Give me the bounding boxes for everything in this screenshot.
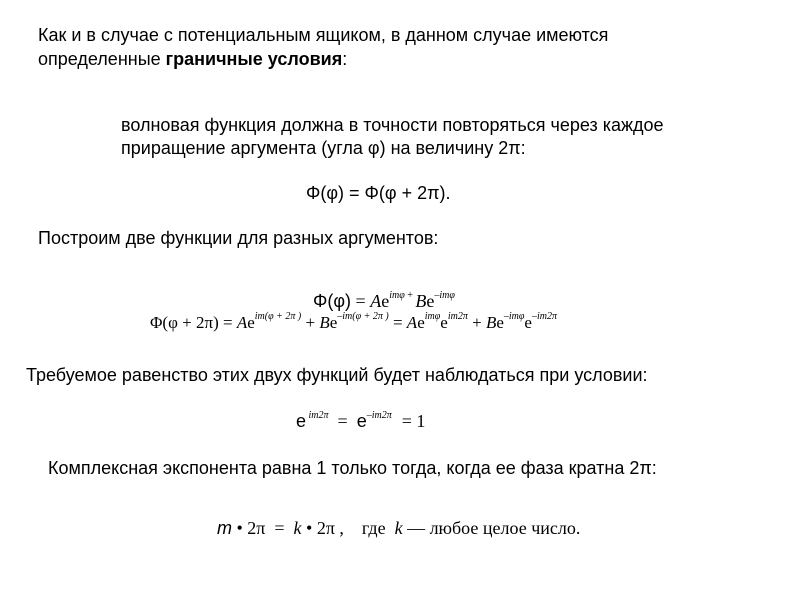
eq1-plus: + xyxy=(404,290,416,301)
eq3-equals-1: = xyxy=(328,411,357,431)
requirement-text: Требуемое равенство этих двух функций будет наблюдаться при условии: xyxy=(26,365,648,385)
complex-exponent-text: Комплексная экспонента равна 1 только тогда, когда ее фаза кратна 2π: xyxy=(48,458,657,478)
intro-line-2 xyxy=(38,48,347,70)
eq4-mid: • 2π = xyxy=(232,518,294,538)
eq2-exponent-1: im(φ + 2π ) xyxy=(254,311,302,322)
eq1-exp-base-2: e xyxy=(426,291,435,311)
eq1-coef-b: B xyxy=(415,291,427,311)
condition-line-2: приращение аргумента (угла φ) на величину 2π: xyxy=(121,138,526,158)
eq4-m: m xyxy=(217,518,232,538)
eq1-coef-a: A xyxy=(370,291,382,311)
eq2-exponent-4: im2π xyxy=(447,311,468,322)
intro-line-2-suffix: : xyxy=(342,49,348,69)
intro-line-1: Как и в случае с потенциальным ящиком, в данном случае имеются xyxy=(38,25,609,45)
equation-exponent-unity xyxy=(296,410,425,432)
eq2-exp-base-6: e xyxy=(524,313,532,332)
eq4-rest: • 2π , где xyxy=(301,518,395,538)
equation-phase-condition xyxy=(217,517,580,539)
boundary-conditions-term: граничные условия xyxy=(165,49,343,69)
eq2-plus-1: + xyxy=(301,313,320,332)
eq1-equals: = xyxy=(351,291,371,311)
periodicity-formula: Φ(φ) = Φ(φ + 2π). xyxy=(306,183,451,203)
condition-line-1: волновая функция должна в точности повторяться через каждое xyxy=(121,115,664,135)
eq3-exp-base-2: e xyxy=(356,411,367,431)
eq2-exp-base-3: e xyxy=(417,313,425,332)
eq2-exponent-6: –im2π xyxy=(531,311,557,322)
eq2-coef-b2: B xyxy=(485,313,497,332)
eq1-exponent-2: –imφ xyxy=(434,290,455,301)
construct-text: Построим две функции для разных аргументов: xyxy=(38,228,439,248)
eq2-lhs: Φ(φ + 2π) = xyxy=(150,313,237,332)
eq1-exp-base-1: e xyxy=(381,291,390,311)
eq2-exponent-5: –imφ xyxy=(503,311,525,322)
eq2-coef-b: B xyxy=(319,313,330,332)
eq4-k2: k xyxy=(394,518,403,538)
eq1-exponent-1: imφ xyxy=(389,290,405,301)
eq4-k: k xyxy=(293,518,302,538)
eq2-exponent-3: imφ xyxy=(424,311,441,322)
eq2-exponent-2: –im(φ + 2π ) xyxy=(337,311,389,322)
eq3-exponent-2: –im2π xyxy=(366,410,392,421)
eq3-exp-base-1: e xyxy=(296,411,307,431)
intro-line-2-prefix: определенные xyxy=(38,49,166,69)
eq2-exp-base-4: e xyxy=(440,313,448,332)
eq1-lhs: Φ(φ) xyxy=(313,291,352,311)
eq3-exponent-1: im2π xyxy=(306,410,329,421)
eq2-exp-base-1: e xyxy=(247,313,255,332)
equation-phi xyxy=(313,290,455,312)
eq2-equals: = xyxy=(388,313,407,332)
equation-phi-shifted xyxy=(150,312,557,334)
eq2-exp-base-5: e xyxy=(496,313,504,332)
eq4-tail: — любое целое число. xyxy=(402,518,581,538)
eq2-plus-2: + xyxy=(467,313,486,332)
eq3-equals-2: = 1 xyxy=(401,411,426,431)
eq2-exp-base-2: e xyxy=(329,313,338,332)
eq2-coef-a2: A xyxy=(406,313,418,332)
eq2-coef-a: A xyxy=(236,313,248,332)
